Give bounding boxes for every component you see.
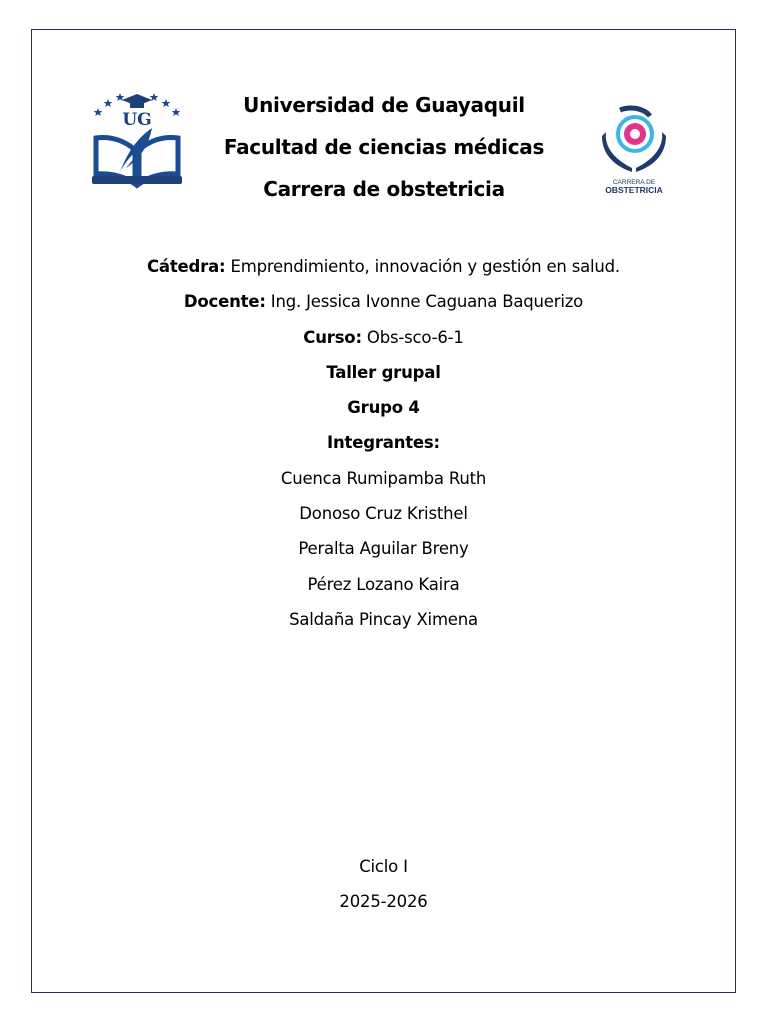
member-name: Cuenca Rumipamba Ruth	[280, 468, 487, 488]
hands-heart-logo	[600, 104, 668, 196]
logo-caption-bottom: OBSTETRICIA	[605, 185, 663, 195]
integrantes-line	[31, 425, 736, 460]
docente-value: Ing. Jessica Ivonne Caguana Baquerizo	[265, 292, 584, 312]
taller-line	[31, 355, 736, 390]
curso-line	[31, 320, 736, 355]
ciclo-text: Ciclo I	[359, 857, 408, 876]
curso-value: Obs-sco-6-1	[361, 327, 464, 347]
document-header	[184, 84, 584, 210]
grupo-line	[31, 390, 736, 425]
period-text: 2025-2026	[339, 892, 428, 911]
faculty-name: Facultad de ciencias médicas	[223, 135, 545, 159]
cover-info	[31, 249, 736, 637]
taller-title: Taller grupal	[326, 362, 441, 382]
member-name: Pérez Lozano Kaira	[307, 574, 460, 594]
member-name: Peralta Aguilar Breny	[298, 539, 469, 559]
career-name: Carrera de obstetricia	[263, 177, 505, 201]
integrantes-label: Integrantes:	[327, 433, 440, 453]
logo-caption-top: CARRERA DE	[612, 179, 656, 186]
catedra-line	[31, 249, 736, 284]
catedra-label: Cátedra:	[147, 257, 226, 276]
cover-footer	[31, 849, 736, 919]
ug-monogram: UG	[122, 110, 152, 130]
grupo-title: Grupo 4	[347, 398, 420, 418]
member-name: Donoso Cruz Kristhel	[299, 504, 468, 524]
university-book-quill-logo	[90, 88, 184, 192]
docente-label: Docente:	[183, 292, 266, 312]
member-name: Saldaña Pincay Ximena	[289, 609, 478, 629]
docente-line	[31, 284, 736, 319]
curso-label: Curso:	[303, 327, 362, 347]
catedra-value: Emprendimiento, innovación y gestión en salud.	[225, 257, 620, 276]
university-name: Universidad de Guayaquil	[243, 93, 525, 117]
